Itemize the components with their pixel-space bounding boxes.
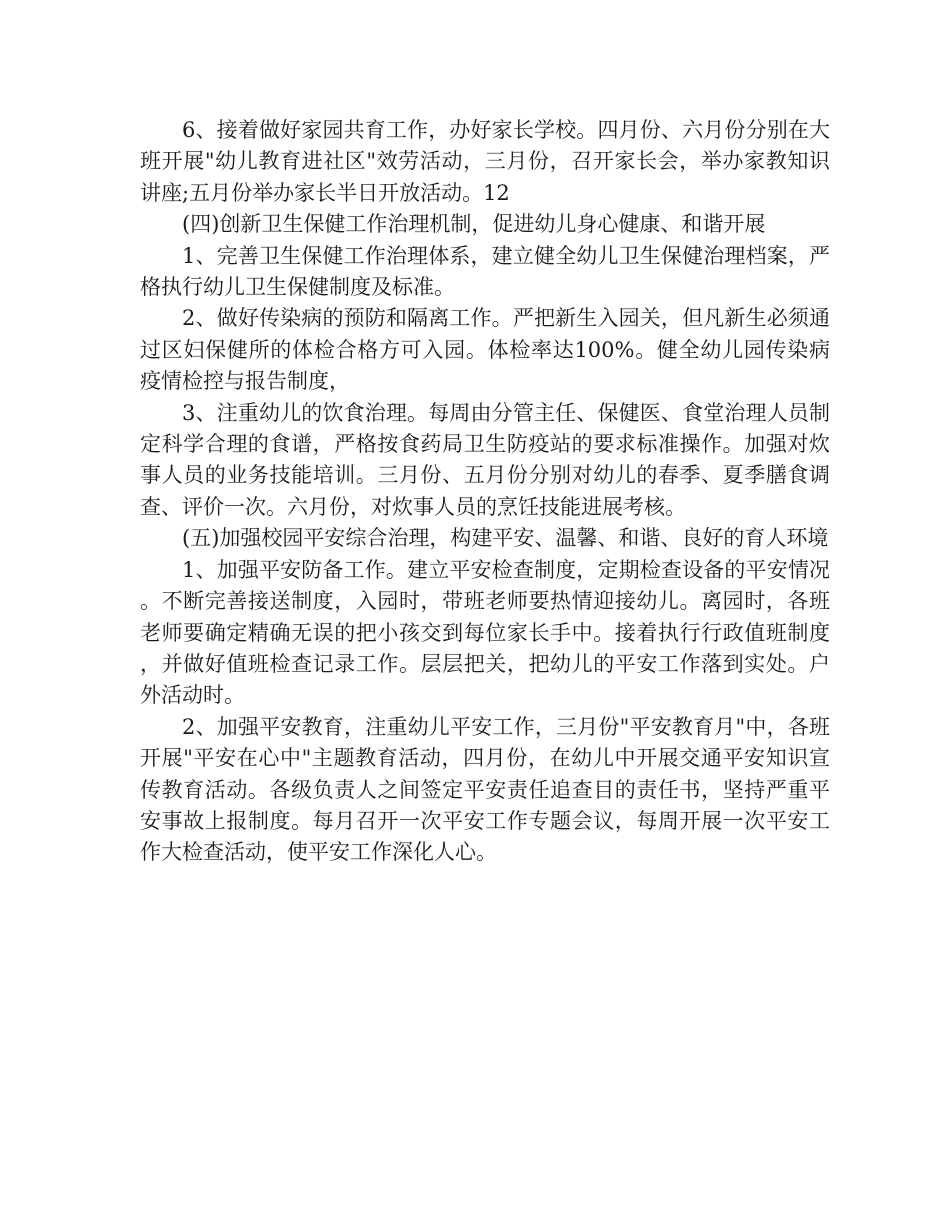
paragraph-family-school-cooperation: 6、接着做好家园共育工作，办好家长学校。四月份、六月份分别在大班开展"幼儿教育进社区"效劳活动，三月份，召开家长会，举办家教知识讲座;五月份举办家长半日开放活动。12 <box>140 118 830 205</box>
paragraph-disease-prevention: 2、做好传染病的预防和隔离工作。严把新生入园关，但凡新生必须通过区妇保健所的体检合格方可入园。体检率达100%。健全幼儿园传染病疫情检控与报告制度， <box>140 306 830 394</box>
paragraph-safety-precautions: 1、加强平安防备工作。建立平安检查制度，定期检查设备的平安情况。不断完善接送制度，入园时，带班老师要热情迎接幼儿。离园时，各班老师要确定精确无误的把小孩交到每位家长手中。接着执行行政值班制度，并做好值班检查记录工作。层层把关，把幼儿的平安工作落到实处。户外活动时。 <box>140 557 830 708</box>
paragraph-safety-education: 2、加强平安教育，注重幼儿平安工作，三月份"平安教育月"中，各班开展"平安在心中"主题教育活动，四月份，在幼儿中开展交通平安知识宣传教育活动。各级负责人之间签定平安责任追查目的责任书，坚持严重平安事故上报制度。每月召开一次平安工作专题会议，每周开展一次平安工作大检查活动，使平安工作深化人心。 <box>140 714 830 865</box>
document-body <box>140 115 830 869</box>
section-heading-health-care: (四)创新卫生保健工作治理机制，促进幼儿身心健康、和谐开展 <box>182 212 766 237</box>
paragraph-health-care-system: 1、完善卫生保健工作治理体系，建立健全幼儿卫生保健治理档案，严格执行幼儿卫生保健制度及标准。 <box>140 243 830 300</box>
paragraph-diet-management: 3、注重幼儿的饮食治理。每周由分管主任、保健医、食堂治理人员制定科学合理的食谱，严格按食药局卫生防疫站的要求标准操作。加强对炊事人员的业务技能培训。三月份、五月份分别对幼儿的春季、夏季膳食调查、评价一次。六月份，对炊事人员的烹饪技能进展考核。 <box>140 400 830 519</box>
section-heading-campus-safety: (五)加强校园平安综合治理，构建平安、温馨、和谐、良好的育人环境 <box>182 526 829 551</box>
